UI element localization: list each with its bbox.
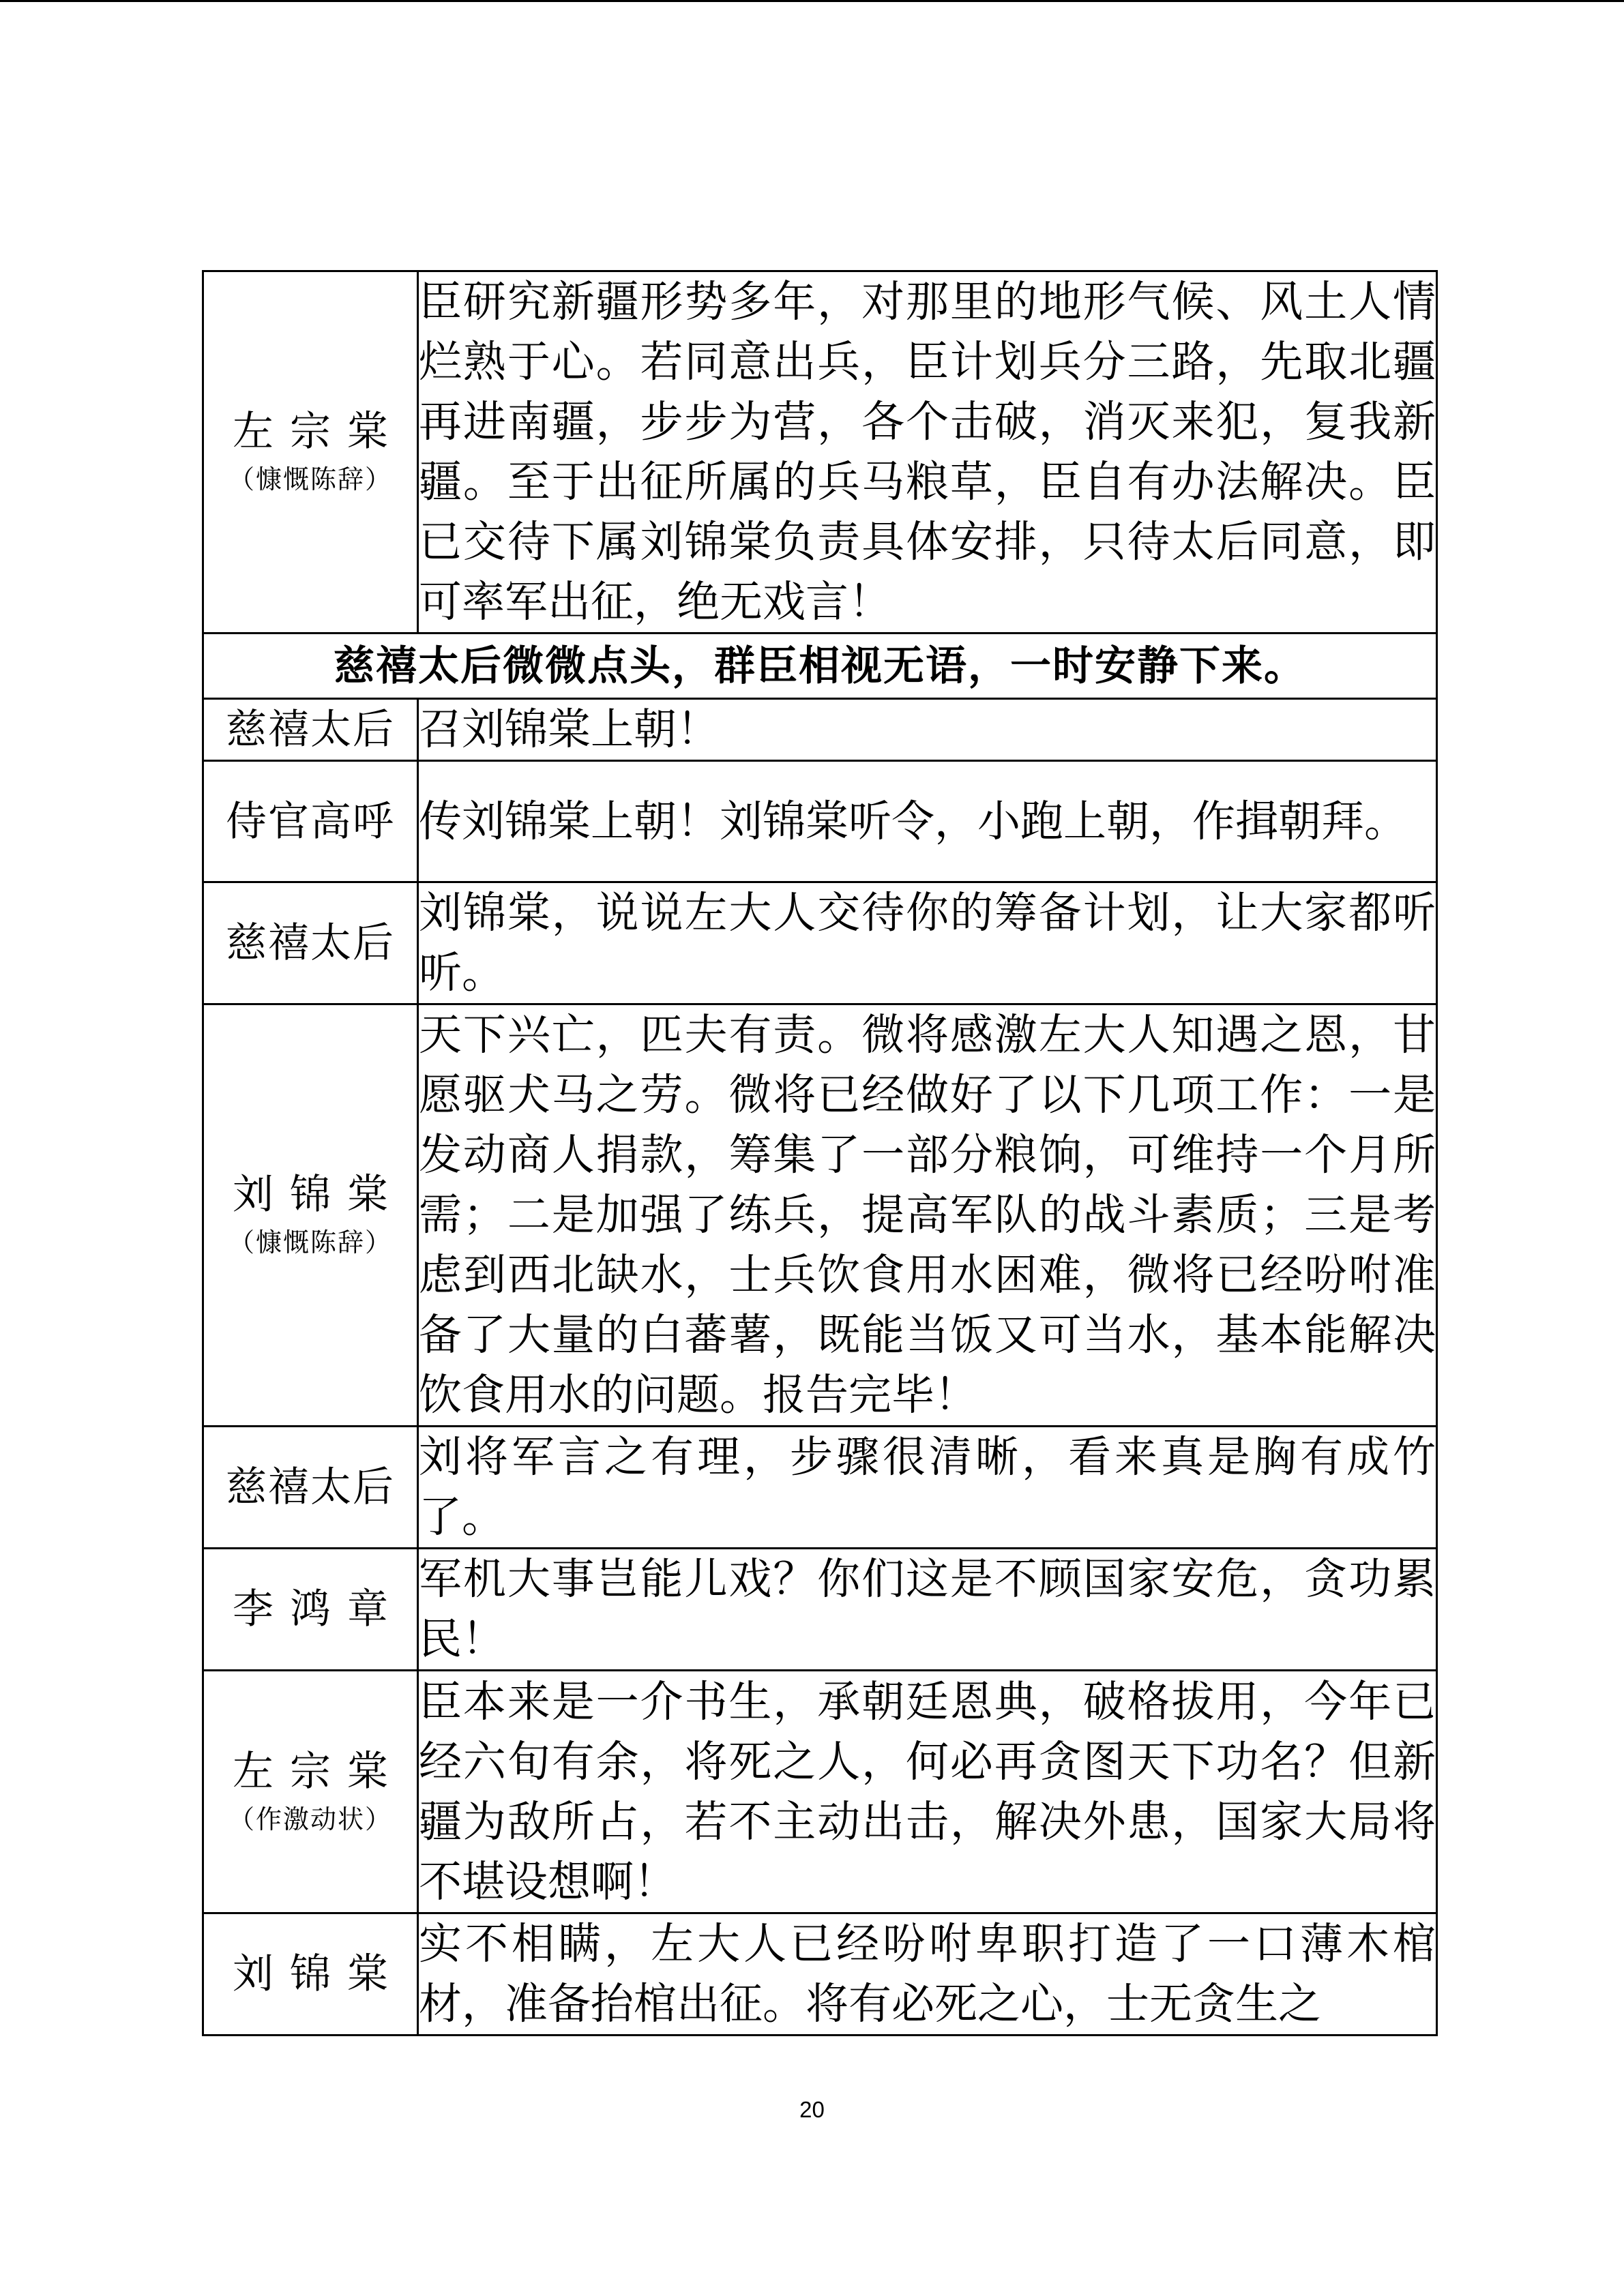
table-row bbox=[203, 271, 1437, 633]
dialogue-text: 传刘锦棠上朝！刘锦棠听令，小跑上朝，作揖朝拜。 bbox=[419, 796, 1407, 846]
dialogue-text: 刘锦棠，说说左大人交待你的筹备计划，让大家都听听。 bbox=[419, 888, 1436, 998]
page-number: 20 bbox=[799, 2097, 825, 2122]
dialogue-cell bbox=[418, 271, 1437, 633]
speaker-cell bbox=[203, 882, 418, 1004]
stage-direction: 慈禧太后微微点头，群臣相视无语，一时安静下来。 bbox=[334, 642, 1306, 690]
speaker-cell bbox=[203, 699, 418, 761]
speaker-name: 左宗棠 bbox=[233, 1747, 404, 1795]
speaker-cell bbox=[203, 1427, 418, 1549]
dialogue-text: 臣研究新疆形势多年，对那里的地形气候、风土人情烂熟于心。若同意出兵，臣计划兵分三路，先取北疆再进南疆，步步为营，各个击破，消灭来犯，复我新疆。至于出征所属的兵马粮草，臣自有办法解决。臣已交待下属刘锦棠负责具体安排，只待太后同意，即可率军出征，绝无戏言！ bbox=[419, 277, 1436, 627]
speaker-cell bbox=[203, 1671, 418, 1913]
table-row bbox=[203, 1671, 1437, 1913]
speaker-cell bbox=[203, 1913, 418, 2036]
table-row bbox=[203, 1427, 1437, 1549]
speaker-name: 慈禧太后 bbox=[226, 919, 395, 967]
table-row bbox=[203, 882, 1437, 1004]
dialogue-cell bbox=[418, 1671, 1437, 1913]
dialogue-text: 刘将军言之有理，步骤很清晰，看来真是胸有成竹了。 bbox=[419, 1432, 1436, 1542]
table-row bbox=[203, 699, 1437, 761]
speaker-name: 侍官高呼 bbox=[226, 797, 395, 846]
speaker-name: 刘锦棠 bbox=[233, 1950, 404, 1998]
speaker-name: 慈禧太后 bbox=[226, 706, 395, 754]
dialogue-cell bbox=[418, 1913, 1437, 2036]
stage-note: （慷慨陈辞） bbox=[228, 1227, 392, 1257]
dialogue-text: 军机大事岂能儿戏？你们这是不顾国家安危，贪功累民！ bbox=[419, 1554, 1436, 1664]
speaker-cell bbox=[203, 271, 418, 633]
table-row bbox=[203, 633, 1437, 699]
stage-note: （作激动状） bbox=[228, 1804, 392, 1834]
speaker-name: 左宗棠 bbox=[233, 408, 404, 456]
table-row bbox=[203, 1913, 1437, 2036]
speaker-name: 刘锦棠 bbox=[233, 1171, 404, 1219]
table-row bbox=[203, 761, 1437, 882]
dialogue-cell bbox=[418, 1549, 1437, 1671]
dialogue-text: 实不相瞒，左大人已经吩咐卑职打造了一口薄木棺材，准备抬棺出征。将有必死之心，士无贪生之 bbox=[419, 1919, 1436, 2029]
table-row bbox=[203, 1549, 1437, 1671]
table-row bbox=[203, 1004, 1437, 1427]
speaker-cell bbox=[203, 1549, 418, 1671]
stage-note: （慷慨陈辞） bbox=[228, 464, 392, 494]
speaker-cell bbox=[203, 1004, 418, 1427]
dialogue-cell bbox=[418, 761, 1437, 882]
stage-direction-cell bbox=[203, 633, 1437, 699]
top-border-line bbox=[0, 0, 1624, 2]
dialogue-cell bbox=[418, 882, 1437, 1004]
dialogue-cell bbox=[418, 1004, 1437, 1427]
dialogue-cell bbox=[418, 699, 1437, 761]
script-table bbox=[202, 270, 1438, 2036]
dialogue-cell bbox=[418, 1427, 1437, 1549]
dialogue-text: 天下兴亡，匹夫有责。微将感激左大人知遇之恩，甘愿驱犬马之劳。微将已经做好了以下几项工作：一是发动商人捐款，筹集了一部分粮饷，可维持一个月所需；二是加强了练兵，提高军队的战斗素质；三是考虑到西北缺水，士兵饮食用水困难，微将已经吩咐准备了大量的白蕃薯，既能当饭又可当水，基本能解决饮食用水的问题。报告完毕！ bbox=[419, 1010, 1436, 1420]
dialogue-text: 臣本来是一介书生，承朝廷恩典，破格拔用，今年已经六旬有余，将死之人，何必再贪图天下功名？但新疆为敌所占，若不主动出击，解决外患，国家大局将不堪设想啊！ bbox=[419, 1676, 1436, 1907]
speaker-name: 慈禧太后 bbox=[226, 1463, 395, 1511]
speaker-cell bbox=[203, 761, 418, 882]
speaker-name: 李鸿章 bbox=[233, 1585, 404, 1633]
dialogue-text: 召刘锦棠上朝！ bbox=[419, 704, 720, 754]
